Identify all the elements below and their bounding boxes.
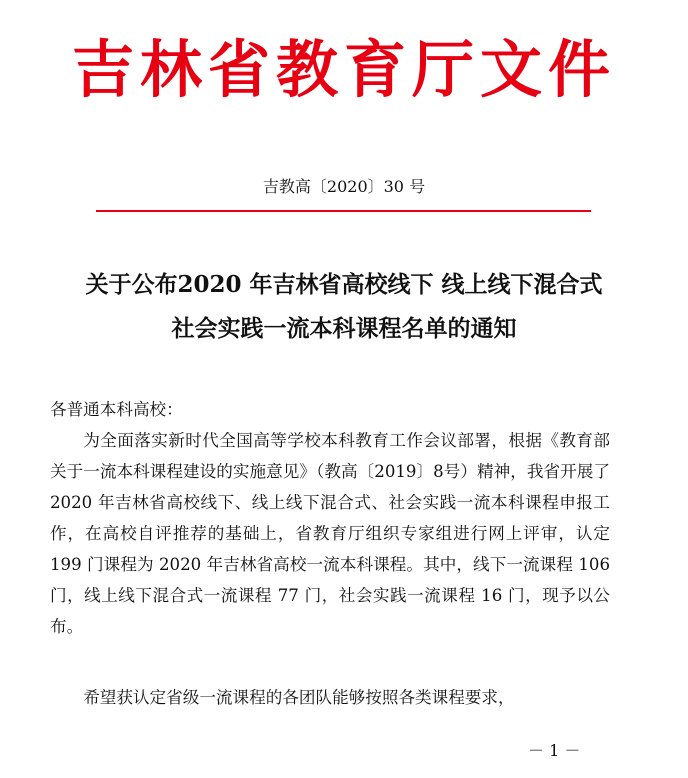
page-number: － 1 － (528, 741, 581, 760)
notice-title-line-1: 关于公布2020 年吉林省高校线下 线上线下混合式 (85, 271, 603, 298)
body-paragraph-1: 为全面落实新时代全国高等学校本科教育工作会议部署，根据《教育部关于一流本科课程建设的实施意见》（教高〔2019〕8号）精神，我省开展了 2020 年吉林省高校线下、线上线下混合式、社会实践一流本科课程申报工作，在高校自评推荐的基础上，省教育厅组织专家组进行网上评审，认定 199 门课程为 2020 年吉林省高校一流本科课程。其中，线下一流课程 106 门，线上线下混合式一流课程 77 门，社会实践一流课程 16 门，现予以公布。 (50, 431, 610, 636)
body-paragraph-2: 希望获认定省级一流课程的各团队能够按照各类课程要求， (83, 688, 515, 707)
issuer-header: 吉林省教育厅文件 (71, 33, 616, 106)
notice-title-line-2: 社会实践一流本科课程名单的通知 (171, 315, 517, 342)
red-divider-rule (96, 210, 591, 212)
salutation: 各普通本科高校： (50, 400, 183, 419)
document-number: 吉教高〔2020〕30 号 (262, 177, 426, 196)
